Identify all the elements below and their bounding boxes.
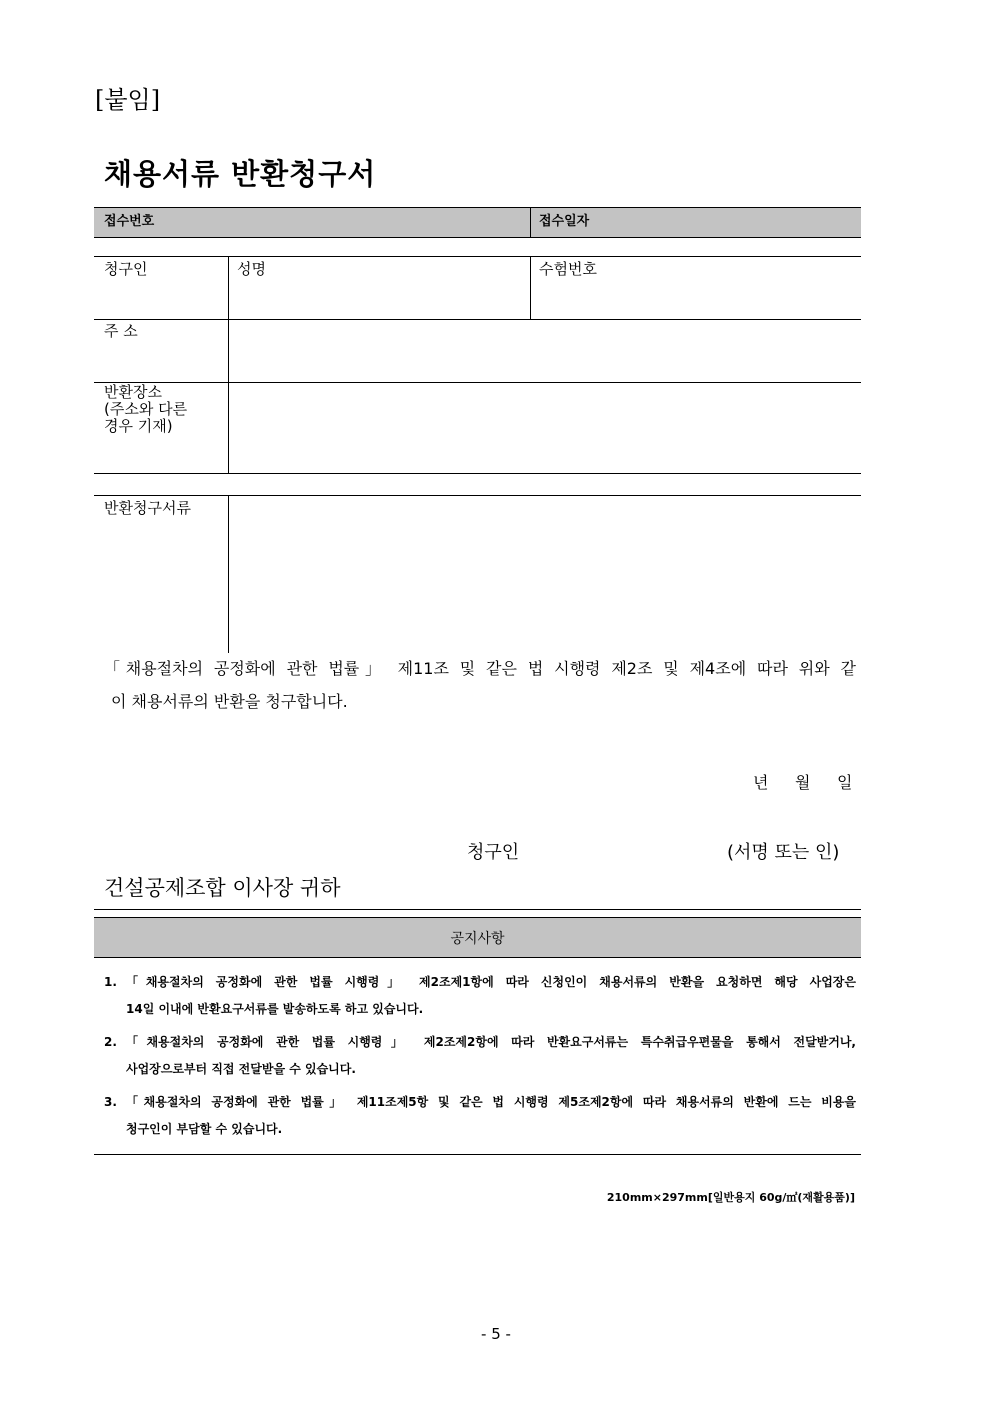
claimant-label-divider [228,256,229,474]
receipt-divider [530,207,531,237]
date-day: 일 [837,773,853,792]
statement-line2: 이 채용서류의 반환을 청구합니다. [111,692,348,711]
documents-top-border [94,495,861,496]
claimant-section-label: 청구인 [104,260,148,278]
notice-bottom-rule [94,1154,861,1155]
attachment-label: [붙임] [95,86,161,114]
return-place-label [104,384,187,435]
paper-spec: 210mm×297mm[일반용지 60g/㎡(재활용품)] [606,1191,855,1204]
return-place-line1: 반환장소 [104,383,162,401]
notice-top-rule [94,909,861,910]
return-place-line3: 경우 기재) [104,417,173,435]
notice-item-line2: 청구인이 부담할 수 있습니다. [126,1122,283,1136]
claimant-top-border [94,256,861,257]
notice-item-number: 2. [104,1035,117,1049]
signature-claimant-label: 청구인 [467,842,520,863]
receipt-date-label: 접수일자 [539,214,590,229]
claimant-name-divider [530,256,531,319]
claimant-row2-border [94,382,861,383]
receipt-bottom-border [94,237,861,238]
date-month: 월 [795,773,811,792]
notice-header-bottom-border [94,957,861,958]
notice-item-number: 1. [104,975,117,989]
notice-header: 공지사항 [450,931,505,947]
notice-item-line1: 「채용절차의 공정화에 관한 법률 시행령」 제2조제1항에 따라 신청인이 채용서류의 반환을 요청하면 해당 사업장은 [126,975,856,989]
notice-item-line1: 「채용절차의 공정화에 관한 법률 시행령」 제2조제2항에 따라 반환요구서류는 특수취급우편물을 통해서 전달받거나, [126,1035,856,1049]
signature-sign-label: (서명 또는 인) [727,842,840,863]
receipt-top-border [94,207,861,208]
claimant-row1-border [94,319,861,320]
documents-divider [228,495,229,653]
recipient: 건설공제조합 이사장 귀하 [104,876,341,900]
notice-item-line1: 「채용절차의 공정화에 관한 법률」 제11조제5항 및 같은 법 시행령 제5조제2항에 따라 채용서류의 반환에 드는 비용을 [126,1095,856,1109]
receipt-band [94,207,861,237]
return-place-line2: (주소와 다른 [104,400,188,418]
notice-header-top-border [94,917,861,918]
documents-label: 반환청구서류 [104,499,191,517]
name-label: 성명 [237,260,266,278]
claimant-bottom-border [94,473,861,474]
receipt-number-label: 접수번호 [104,214,155,229]
page-number: - 5 - [481,1325,511,1343]
notice-item-number: 3. [104,1095,117,1109]
notice-item-line2: 사업장으로부터 직접 전달받을 수 있습니다. [126,1062,356,1076]
notice-item-line2: 14일 이내에 반환요구서류를 발송하도록 하고 있습니다. [126,1002,424,1016]
form-title: 채용서류 반환청구서 [104,157,377,191]
address-label: 주 소 [104,322,138,340]
exam-number-label: 수험번호 [539,260,597,278]
statement-line1: 「채용절차의 공정화에 관한 법률」 제11조 및 같은 법 시행령 제2조 및 제4조에 따라 위와 같 [104,659,856,678]
date-year: 년 [753,773,769,792]
